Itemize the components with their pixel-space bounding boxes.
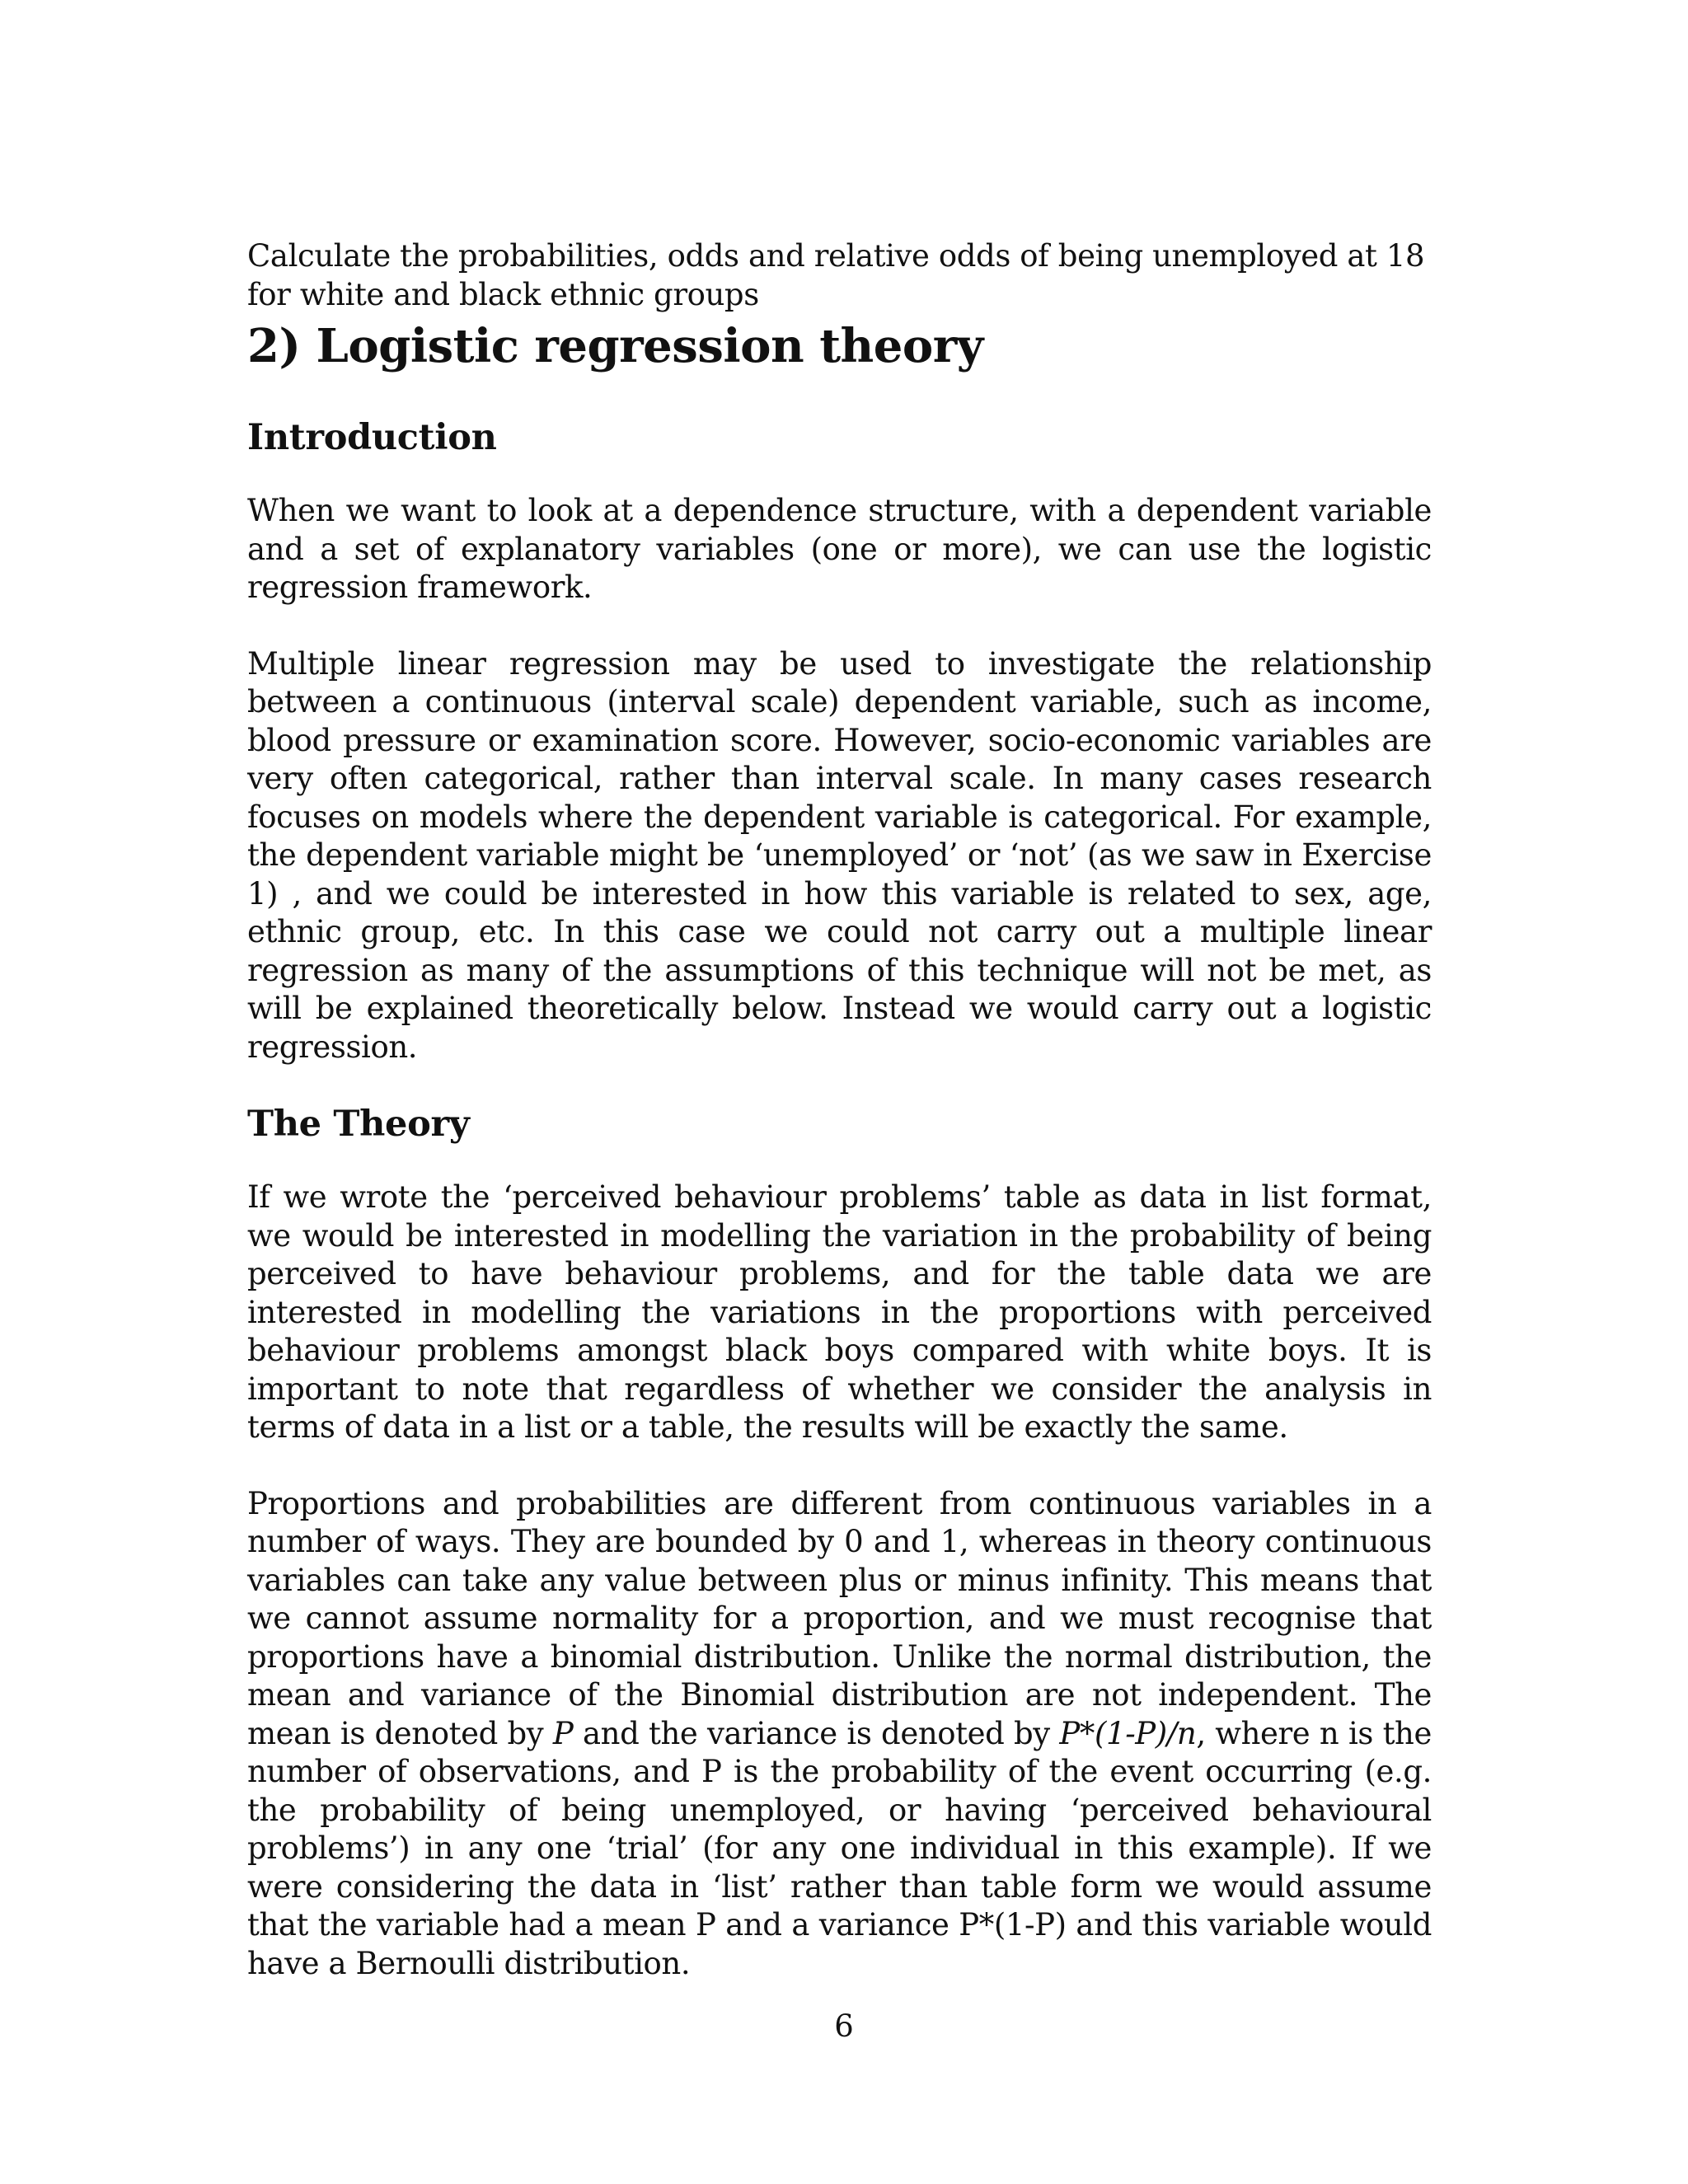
theory-paragraph-2 — [247, 1485, 1432, 1984]
theory-paragraph-2-part-c: , where n is the number of observations, and P is the probability of the event occurring (e.g. the probability of being unemployed, or having ‘perceived behavioural problems’) in any one ‘trial’ (for any one individual in this example). If we were considering the data in ‘list’ rather than table form we would assume that the variable had a mean P and a variance P*(1-P) and this variable would have a Bernoulli distribution. — [247, 1715, 1432, 1981]
theory-paragraph-2-part-b: and the variance is denoted by — [573, 1715, 1060, 1751]
variance-formula: P*(1-P)/n — [1059, 1715, 1197, 1751]
introduction-heading: Introduction — [247, 417, 497, 458]
introduction-paragraph-1: When we want to look at a dependence structure, with a dependent variable and a set of explanatory variables (one or more), we can use the logistic regression framework. — [247, 493, 1432, 605]
theory-heading: The Theory — [247, 1104, 470, 1145]
exercise-task-text: Calculate the probabilities, odds and relative odds of being unemployed at 18 for white and black ethnic groups — [247, 238, 1425, 312]
section-title: 2) Logistic regression theory — [247, 319, 983, 373]
mean-symbol: P — [552, 1715, 574, 1751]
theory-paragraph-2-part-a: Proportions and probabilities are different from continuous variables in a number of ways. They are bounded by 0 and 1, whereas in theory continuous variables can take any value between plus or minus infinity. This means that we cannot assume normality for a proportion, and we must recognise that proportions have a binomial distribution. Unlike the normal distribution, the mean and variance of the Binomial distribution are not independent. The mean is denoted by — [247, 1485, 1432, 1751]
page-number: 6 — [834, 2008, 854, 2044]
introduction-paragraph-2: Multiple linear regression may be used to investigate the relationship between a continuous (interval scale) dependent variable, such as income, blood pressure or examination score. However, socio-economic variables are very often categorical, rather than interval scale. In many cases research focuses on models where the dependent variable is categorical. For example, the dependent variable might be ‘unemployed’ or ‘not’ (as we saw in Exercise 1) , and we could be interested in how this variable is related to sex, age, ethnic group, etc. In this case we could not carry out a multiple linear regression as many of the assumptions of this technique will not be met, as will be explained theoretically below. Instead we would carry out a logistic regression. — [247, 645, 1432, 1065]
page-body — [247, 237, 1432, 1983]
theory-paragraph-1: If we wrote the ‘perceived behaviour problems’ table as data in list format, we would be interested in modelling the variation in the probability of being perceived to have behaviour problems, and for the table data we are interested in modelling the variations in the proportions with perceived behaviour problems amongst black boys compared with white boys. It is important to note that regardless of whether we consider the analysis in terms of data in a list or a table, the results will be exactly the same. — [247, 1179, 1432, 1445]
